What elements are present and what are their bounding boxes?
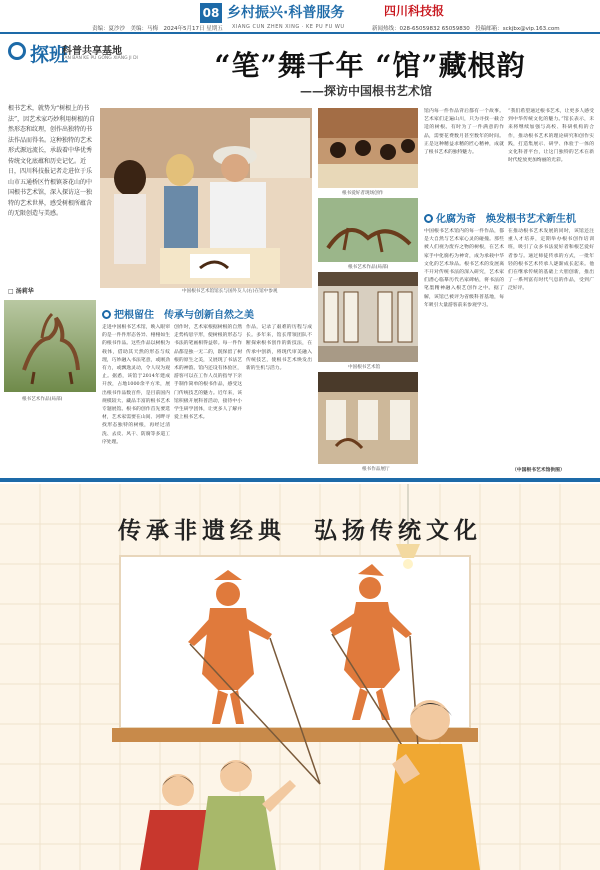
column-title: 探班 xyxy=(30,44,69,66)
circle-bullet-icon xyxy=(424,214,433,223)
column-subtitle: 科普共享基地 xyxy=(62,46,122,57)
column-logo xyxy=(6,40,146,80)
hall-photo xyxy=(318,272,418,362)
caption: 根书作品展厅 xyxy=(362,467,390,472)
paper-logo: 四川科技报 xyxy=(384,4,445,18)
contact-line: 新闻热线：028-65059832 65059830 投稿邮箱：sckjbx@vip.163.com xyxy=(372,26,560,32)
body-column: 在推动根书艺术发展的同时，该馆还注重人才培养，定期举办根书创作培训班，吸引了众多书法爱好者和根艺爱好者参与。通过师徒传承的方式，一批年轻的根书艺术传承人逐渐成长起来。他们在继承传统的基础上大胆创新，推出了一系列富有时代气息的作品，受到广泛好评。 xyxy=(508,229,594,292)
column-pinyin: TAN BAN KE PU GONG XIANG JI DI xyxy=(62,56,138,61)
subheadline: ——探访中国根书艺术馆 xyxy=(300,84,433,98)
body-column: 馆内每一件作品背后都有一个故事。艺术家们走遍山川，只为寻找一截合适的树根。有时为了一件满意的作品，需要花费数月甚至数年的时间。正是这种精益求精的匠心精神，成就了根书艺术的独特魅力。 xyxy=(424,109,504,156)
main-photo xyxy=(100,108,312,288)
photo-credit: （中国根书艺术馆供图） xyxy=(512,468,565,473)
section-pinyin: XIANG CUN ZHEN XING · KE PU FU WU xyxy=(232,24,345,30)
body-column: “我们希望通过根书艺术，让更多人感受到中华传统文化的魅力。”馆长表示，未来将继续加强与高校、科研机构的合作，推动根书艺术的理论研究和创作实践，打造集展示、研学、体验于一体的文化科普平台，让这门独特的艺术在新时代绽放更加绚丽的光彩。 xyxy=(508,109,594,164)
intro-text: 根书艺术，就势为“树根上的书法”，因艺术家巧妙利用树根的自然形态和纹理，创作出独特的书法作品而得名。这种独特的艺术形式源远流长，承载着中华优秀传统文化底蕴和历史记忆。近日，四川科技报记者走进位于乐山市五通桥区竹根镇茶花山的中国根书艺术馆，深入探访这一独特的艺术世界，感受树根所蕴含的无限创造与美感。 xyxy=(8,105,96,217)
masthead xyxy=(0,0,600,34)
body-column: 中国根书艺术馆内的每一件作品，都是大自然与艺术家心灵的碰撞。那些被人们视为废弃之物的树根，在艺术家手中化腐朽为神奇，成为承载中华文化的艺术珍品。根书艺术的发展离不开对传统书法的深入研究，艺术家们潜心临摹历代名家碑帖，将书法的笔墨精神融入根艺创作之中。据了解，该馆已被评为省级科普基地，每年吸引大量游客前来参观学习。 xyxy=(424,229,504,308)
section-divider xyxy=(0,478,600,482)
body-column: 作品，记录了艰难的历程与成长。多年来，馆长带领团队不断探索根书创作的新技法，在传承中创新，将现代审美融入传统技艺，使根书艺术焕发出新的生机与活力。 xyxy=(246,325,312,372)
caption: 根书爱好者现场创作 xyxy=(342,191,384,196)
root-art-photo-left xyxy=(4,300,96,392)
section-1-title xyxy=(102,306,254,321)
banner-title: 传承非遗经典 弘扬传统文化 xyxy=(118,517,482,544)
byline: □ 汤莉华 xyxy=(8,288,34,295)
caption: 中国根书艺术馆 xyxy=(348,365,381,370)
section-2-title-text: 化腐为奇 焕发根书艺术新生机 xyxy=(436,214,576,225)
culture-banner xyxy=(0,484,600,870)
exhibit-photo xyxy=(318,372,418,464)
body-column: 创作时，艺术家根据树根的自然走势构思字形，使树根的形态与书法的笔画相得益彰。每一件作品都是独一无二的，既保留了树根的原生之美，又展现了书法艺术的神韵。馆内还设有体验区，游客可以在工作人员的指导下亲手制作简单的根书作品，感受这门传统技艺的魅力。近年来，该馆积极开展科普活动，接待中小学生研学团体，让更多人了解并爱上根书艺术。 xyxy=(174,325,242,421)
caption: 根书艺术作品(局部) xyxy=(22,397,63,402)
root-art-photo-2 xyxy=(318,198,418,262)
headline: “笔”舞千年 “馆”藏根韵 xyxy=(214,49,526,82)
body-column: 走进中国根书艺术馆，映入眼帘的是一件件形态各异、栩栩如生的根书作品。这些作品以树根为载体，借助其天然的形态与纹理，巧妙融入书法笔意，或刚劲有力，或飘逸灵动，令人叹为观止。据悉，该馆于2014年建成开放，占地1000余平方米，展出根书作品数百件，是目前国内规模较大、藏品丰富的根书艺术专题展馆。根书的创作首先要选材，艺术家需要在山间、河畔寻找形态独特的树根，再经过清洗、去皮、风干、防腐等多道工序处理。 xyxy=(102,325,170,445)
editor-date-line: 责编：夏沙沙 美编：马梅 2024年5月17日 星期五 xyxy=(92,26,223,32)
magnifier-icon xyxy=(8,42,26,60)
caption: 中国根书艺术馆馆长与国外友人(右)在馆中参观 xyxy=(182,289,278,294)
workshop-photo xyxy=(318,108,418,188)
section-1-title-text: 把根留住 传承与创新自然之美 xyxy=(114,310,254,321)
circle-bullet-icon xyxy=(102,310,111,319)
section-2-title xyxy=(424,210,576,225)
section-title: 乡村振兴·科普服务 xyxy=(227,5,345,21)
page-number: 08 xyxy=(200,3,222,23)
caption: 根书艺术作品(局部) xyxy=(348,265,389,270)
